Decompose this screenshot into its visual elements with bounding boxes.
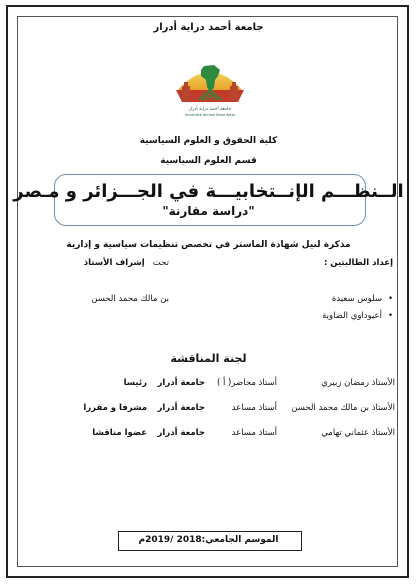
supervision-label — [84, 258, 169, 268]
supervision-prefix: تحت — [152, 258, 169, 268]
committee-member-rank: أستاذ محاضر( أ ) — [216, 378, 277, 388]
supervision-title: إشراف الأستاذ — [83, 258, 145, 268]
logo-caption-en: Université Ahmed Draia Adrar — [184, 113, 236, 117]
student-item — [322, 311, 393, 321]
memo-description: مذكرة لنيل شهادة الماستر في تخصص تنظيمات سياسية و إدارية — [66, 240, 351, 250]
committee-member-name: الأستاذ عثماني تهامي — [321, 428, 395, 438]
thesis-title: الــنظـــم الإنــتخابيـــة في الجـــزائر و مـصر — [13, 181, 404, 202]
thesis-subtitle: "دراسة مقارنة" — [162, 204, 255, 218]
student-name: سلوس سعيدة — [331, 294, 382, 304]
committee-title: لجنة المناقشة — [170, 352, 247, 365]
committee-member-university: جامعة أدرار — [157, 428, 205, 438]
committee-member-university: جامعة أدرار — [157, 403, 205, 413]
student-name: أعيوداوي الضاوية — [322, 311, 382, 321]
committee-member-rank: أستاذ مساعد — [231, 403, 277, 413]
faculty-name: كلية الحقوق و العلوم السياسية — [139, 136, 278, 146]
university-seal-icon — [168, 60, 252, 120]
committee-member-rank: أستاذ مساعد — [231, 428, 277, 438]
logo-caption-ar: جامعة أحمد دراية أدرار — [188, 107, 232, 112]
committee-member-role: عضوا مناقشا — [92, 428, 147, 438]
bullet-icon: • — [387, 294, 393, 304]
department-name: قسم العلوم السياسية — [160, 156, 257, 166]
academic-year: الموسم الجامعي:2018 /2019م — [138, 535, 279, 545]
supervisor-name: بن مالك محمد الحسن — [91, 294, 169, 304]
committee-member-name: الأستاذ رمضان زبيري — [321, 378, 395, 388]
students-label: إعداد الطالبتين : — [323, 258, 393, 268]
bullet-icon: • — [387, 311, 393, 321]
committee-member-university: جامعة أدرار — [157, 378, 205, 388]
university-name: جامعة أحمد دراية أدرار — [153, 22, 264, 33]
committee-member-role: رئيسا — [123, 378, 147, 388]
committee-member-role: مشرفا و مقررا — [83, 403, 147, 413]
student-item — [332, 294, 393, 304]
committee-member-name: الأستاذ بن مالك محمد الحسن — [291, 403, 395, 413]
